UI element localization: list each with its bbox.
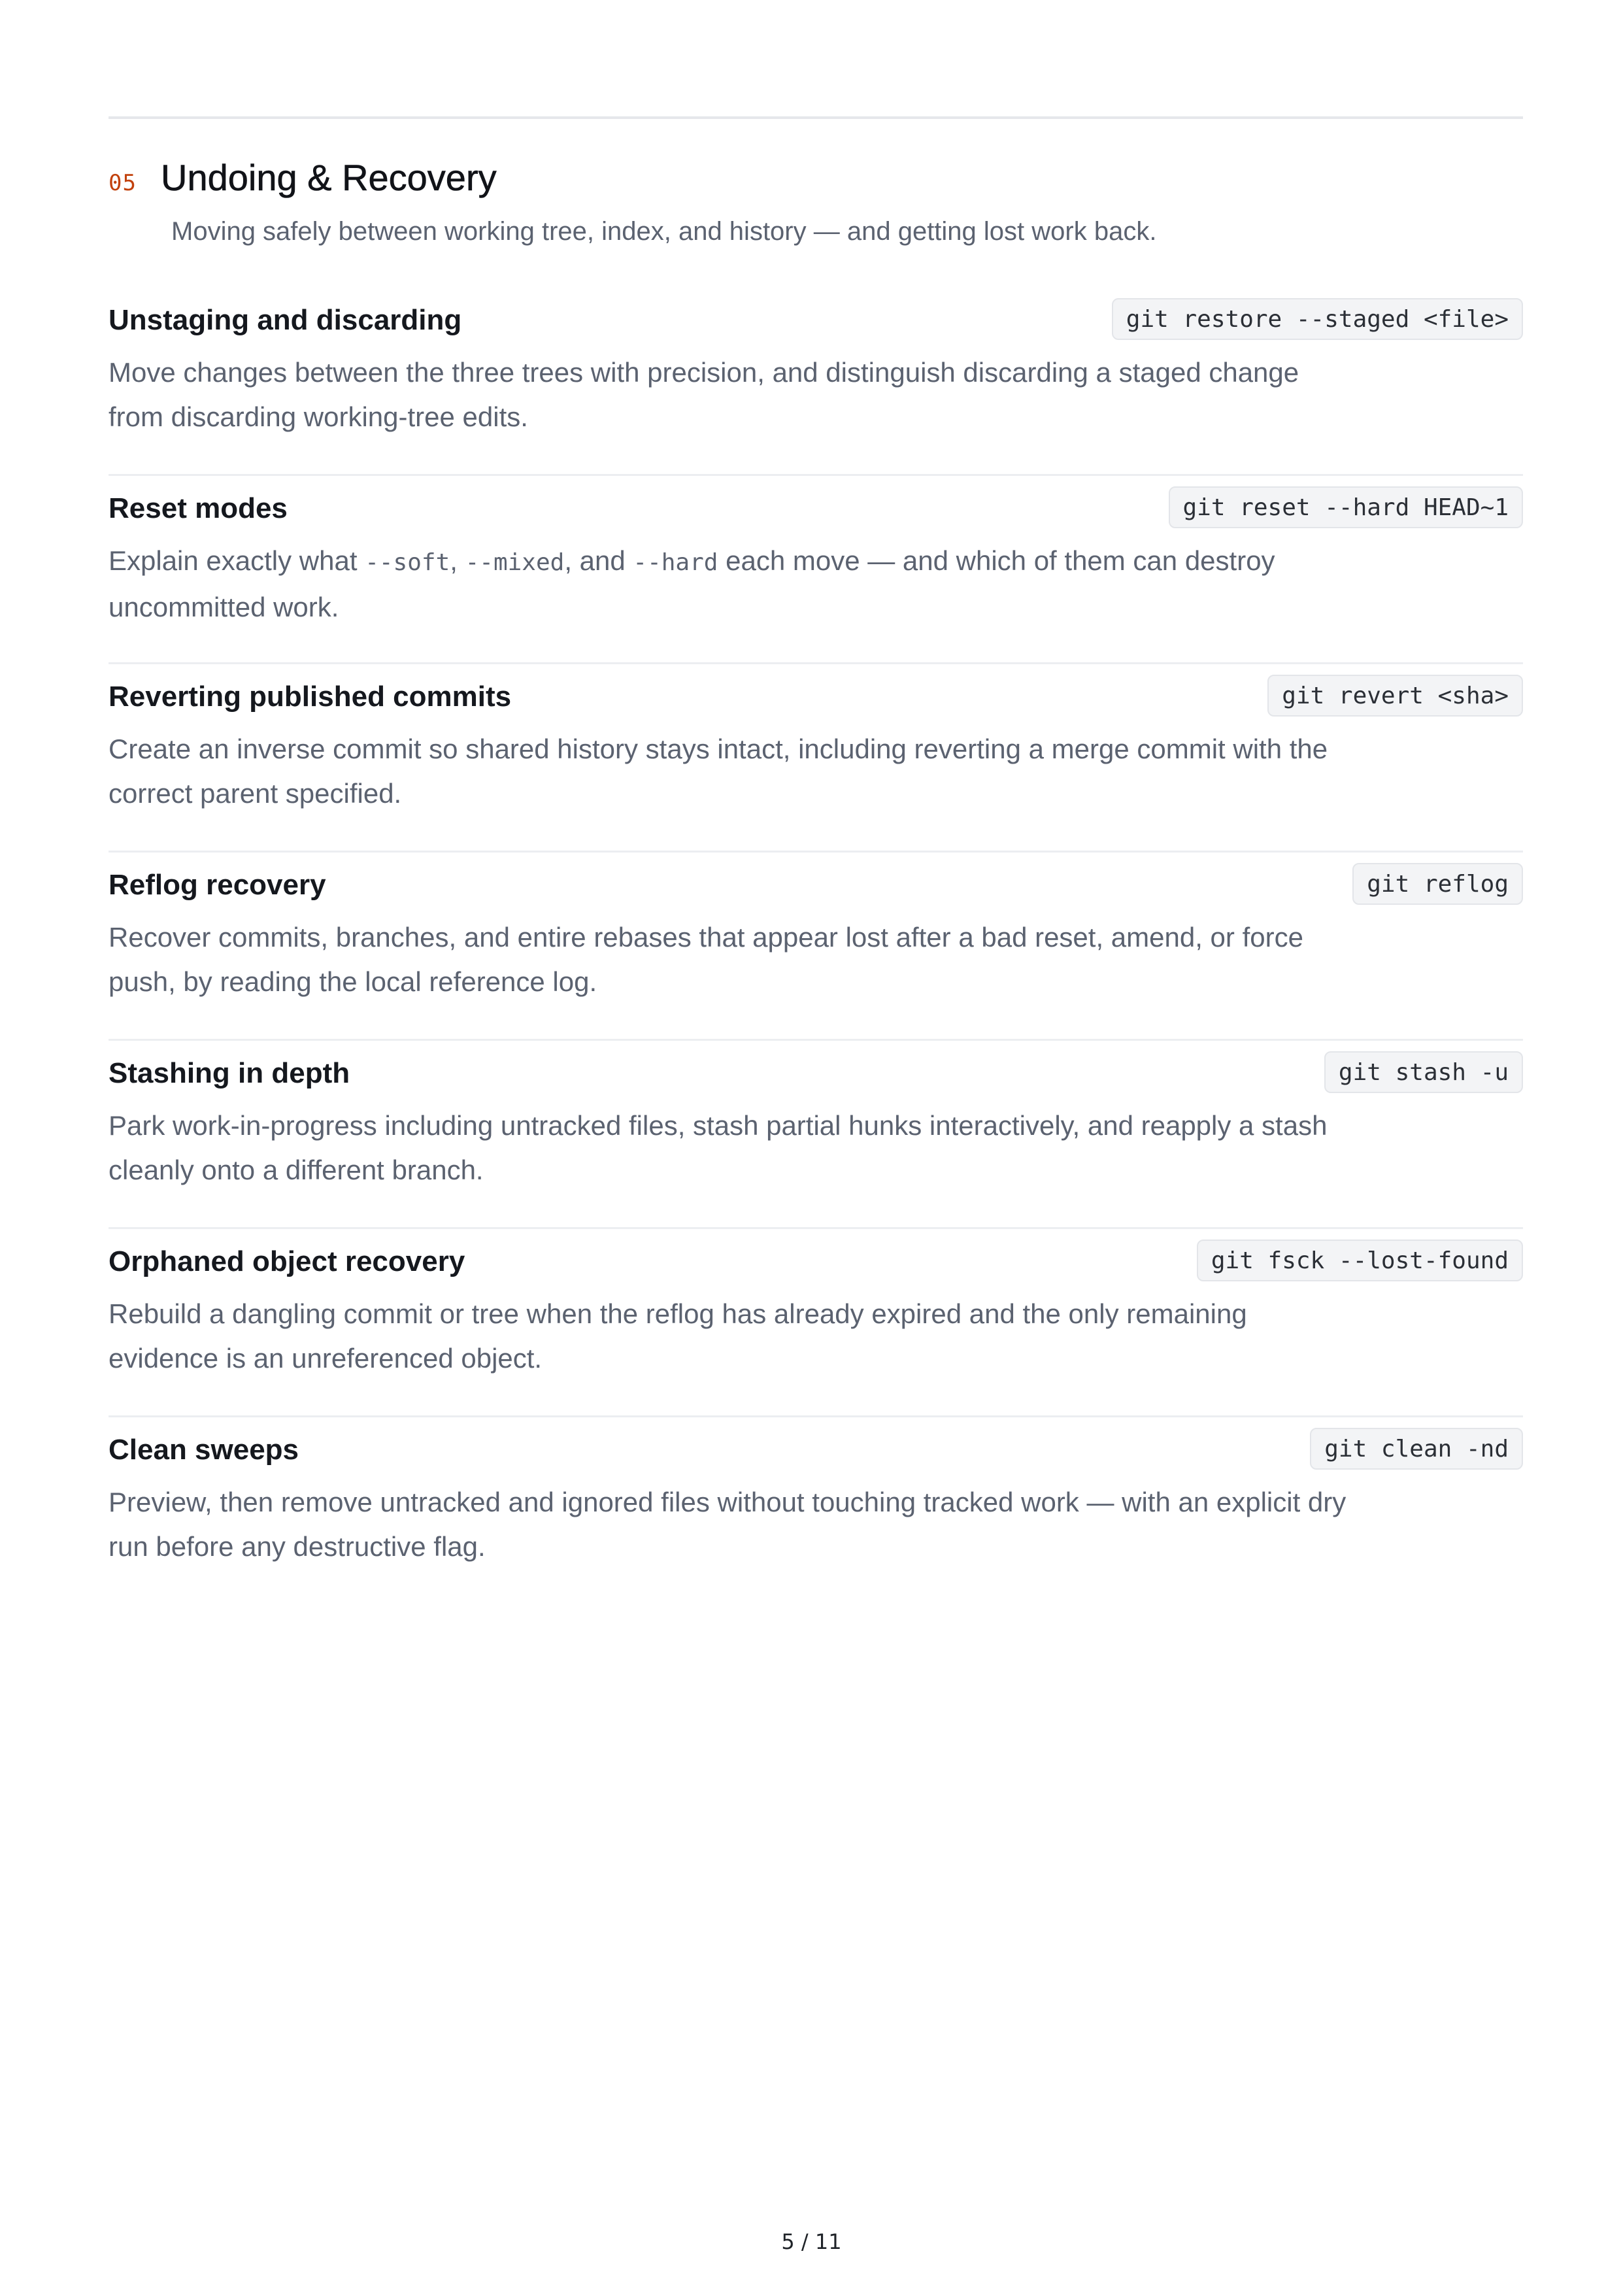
command-snippet: git fsck --lost-found <box>1197 1240 1523 1281</box>
topic-title: Clean sweeps <box>109 1434 299 1466</box>
page-number: 5 / 11 <box>781 2229 842 2254</box>
topic-title: Reflog recovery <box>109 869 326 901</box>
topic-item <box>109 853 1523 1041</box>
inline-code: --mixed <box>465 549 565 576</box>
inline-code: --soft <box>365 549 450 576</box>
topic-item <box>109 664 1523 853</box>
topic-item <box>109 1229 1523 1417</box>
topic-title: Orphaned object recovery <box>109 1245 465 1277</box>
description-text: Explain exactly what <box>109 545 365 576</box>
topic-title: Unstaging and discarding <box>109 304 462 336</box>
section-number: 05 <box>109 170 137 196</box>
topic-item <box>109 288 1523 476</box>
topic-description: Preview, then remove untracked and ignored files without touching tracked work — with an explicit dry run before any destructive flag. <box>109 1487 1347 1562</box>
topic-item <box>109 1041 1523 1229</box>
command-snippet: git reflog <box>1352 863 1523 905</box>
command-snippet: git reset --hard HEAD~1 <box>1169 486 1524 528</box>
topic-title: Stashing in depth <box>109 1057 350 1089</box>
topic-description: Rebuild a dangling commit or tree when the reflog has already expired and the only remaining evidence is an unreferenced object. <box>109 1298 1247 1374</box>
command-snippet: git stash -u <box>1324 1051 1523 1093</box>
topic-description: Park work-in-progress including untracked files, stash partial hunks interactively, and reapply a stash cleanly onto a different branch. <box>109 1110 1328 1185</box>
description-text: , and <box>564 545 633 576</box>
topic-item <box>109 1417 1523 1606</box>
topic-description: Recover commits, branches, and entire rebases that appear lost after a bad reset, amend, or force push, by reading the local reference log. <box>109 922 1303 997</box>
topic-description: Create an inverse commit so shared history stays intact, including reverting a merge commit with the correct parent specified. <box>109 734 1328 809</box>
inline-code: --hard <box>633 549 718 576</box>
topic-description <box>109 539 1350 630</box>
section-subtitle: Moving safely between working tree, index, and history — and getting lost work back. <box>171 217 1157 246</box>
topic-description: Move changes between the three trees with precision, and distinguish discarding a staged change from discarding working-tree edits. <box>109 357 1299 432</box>
description-text: each move — and which of them can destroy uncommitted work. <box>109 545 1275 622</box>
section-title: Undoing & Recovery <box>161 157 497 198</box>
topic-title: Reverting published commits <box>109 681 512 713</box>
section-header <box>109 152 1523 204</box>
top-divider <box>109 116 1523 119</box>
topic-title: Reset modes <box>109 492 288 524</box>
topic-item <box>109 476 1523 664</box>
command-snippet: git restore --staged <file> <box>1112 298 1523 340</box>
description-text: , <box>450 545 465 576</box>
topic-list <box>109 288 1523 1606</box>
command-snippet: git revert <sha> <box>1267 675 1523 717</box>
command-snippet: git clean -nd <box>1310 1428 1523 1470</box>
